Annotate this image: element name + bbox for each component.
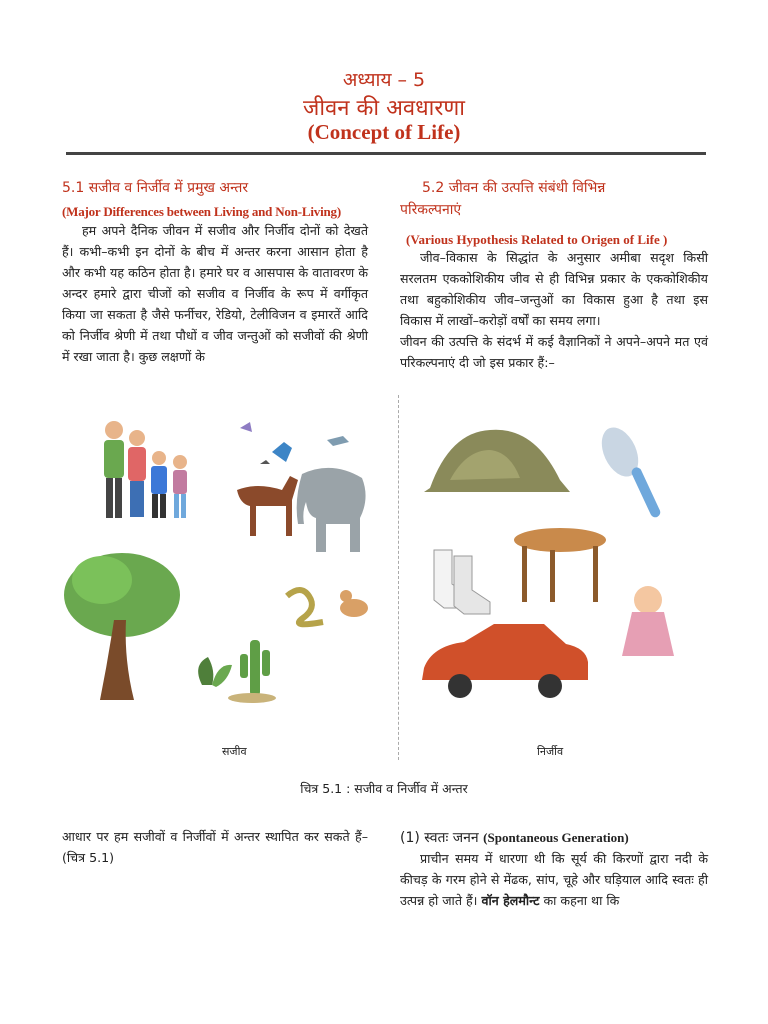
chapter-number: अध्याय – 5 xyxy=(342,69,426,91)
figure-living-illustration xyxy=(62,400,392,730)
subsection-1-paragraph xyxy=(400,848,708,911)
elephant-illustration xyxy=(297,468,366,552)
figure-caption: चित्र 5.1 : सजीव व निर्जीव में अन्तर xyxy=(300,781,468,796)
section-5-2-paragraph-2: जीवन की उत्पत्ति के संदर्भ में कई वैज्ञानिकों ने अपने–अपने मत एवं परिकल्पनाएं दी जो इस प्रकार हैं:– xyxy=(400,334,708,370)
car-illustration xyxy=(422,624,588,698)
scientist-name: वॉन हेलमौन्ट xyxy=(481,893,540,908)
figure-divider xyxy=(398,395,399,760)
subsection-1-heading-english: (Spontaneous Generation) xyxy=(483,830,629,845)
subsection-1-text-after: का कहना था कि xyxy=(543,893,620,908)
section-5-2-paragraph-1: जीव–विकास के सिद्धांत के अनुसार अमीबा सदृश किसी सरलतम एककोशिकीय जीव से ही विभिन्न प्रकार के एककोशिकीय तथा बहुकोशिकीय जीव–जन्तुओं का विकास हुआ है तथा इस विकास में लाखों–करोड़ों वर्षों का समय लगा। xyxy=(400,250,708,328)
subsection-1-heading-hindi: (1) स्वतः जनन xyxy=(400,830,479,846)
plants-illustration xyxy=(198,640,276,703)
living-label: सजीव xyxy=(222,745,247,758)
figure-nonliving-illustration xyxy=(410,400,710,730)
horse-illustration xyxy=(237,476,298,536)
section-5-2-title-line1: 5.2 जीवन की उत्पत्ति संबंधी विभिन्न xyxy=(422,180,606,196)
chapter-title-english: (Concept of Life) xyxy=(307,120,461,144)
section-5-2-subtitle: (Various Hypothesis Related to Origen of Life ) xyxy=(406,232,668,247)
cat-illustration xyxy=(340,590,368,617)
rock-illustration xyxy=(424,430,570,492)
hairbrush-illustration xyxy=(595,422,662,519)
section-5-1-paragraph: हम अपने दैनिक जीवन में सजीव और निर्जीव दोनों को देखते हैं। कभी–कभी इन दोनों के बीच में अन्तर करना आसान होता है और कभी यह कठिन होता है। हमारे घर व आसपास के वातावरण के अन्दर हमारे द्वारा चीजों को सजीव व निर्जीव के रूप में वर्गीकृत किया जा सकता है जैसे फर्नीचर, रेडियो, टेलीविजन व इमारतें आदि को निर्जीव श्रेणी में तथा पौधों व जीव जन्तुओं को सजीवों की श्रेणी में रखा जाता है। कुछ लक्षणों के xyxy=(62,223,368,364)
table-illustration xyxy=(514,528,606,602)
nonliving-label: निर्जीव xyxy=(537,745,564,758)
doll-illustration xyxy=(622,586,674,656)
subsection-1-heading xyxy=(400,828,708,847)
chapter-title-hindi: जीवन की अवधारणा xyxy=(303,96,465,121)
snake-illustration xyxy=(287,590,323,624)
birds-illustration xyxy=(240,422,349,464)
header-rule xyxy=(66,152,706,155)
tree-illustration xyxy=(64,553,180,700)
socks-illustration xyxy=(434,550,490,614)
section-5-1-title: 5.1 सजीव व निर्जीव में प्रमुख अन्तर xyxy=(62,180,249,196)
section-5-1-continuation: आधार पर हम सजीवों व निर्जीवों में अन्तर स्थापित कर सकते हैं– (चित्र 5.1) xyxy=(62,829,368,865)
section-5-1-subtitle: (Major Differences between Living and Non-Living) xyxy=(62,204,341,219)
subsection-1-text-before: प्राचीन समय में धारणा थी कि सूर्य की किरणों द्वारा नदी के कीचड़ के गरम होने से मेंढक, सांप, चूहे और घड़ियाल आदि स्वतः ही उत्पन्न हो जाते हैं। xyxy=(400,851,708,908)
family-illustration xyxy=(104,421,187,518)
section-5-2-title-line2: परिकल्पनाएं xyxy=(400,202,462,218)
